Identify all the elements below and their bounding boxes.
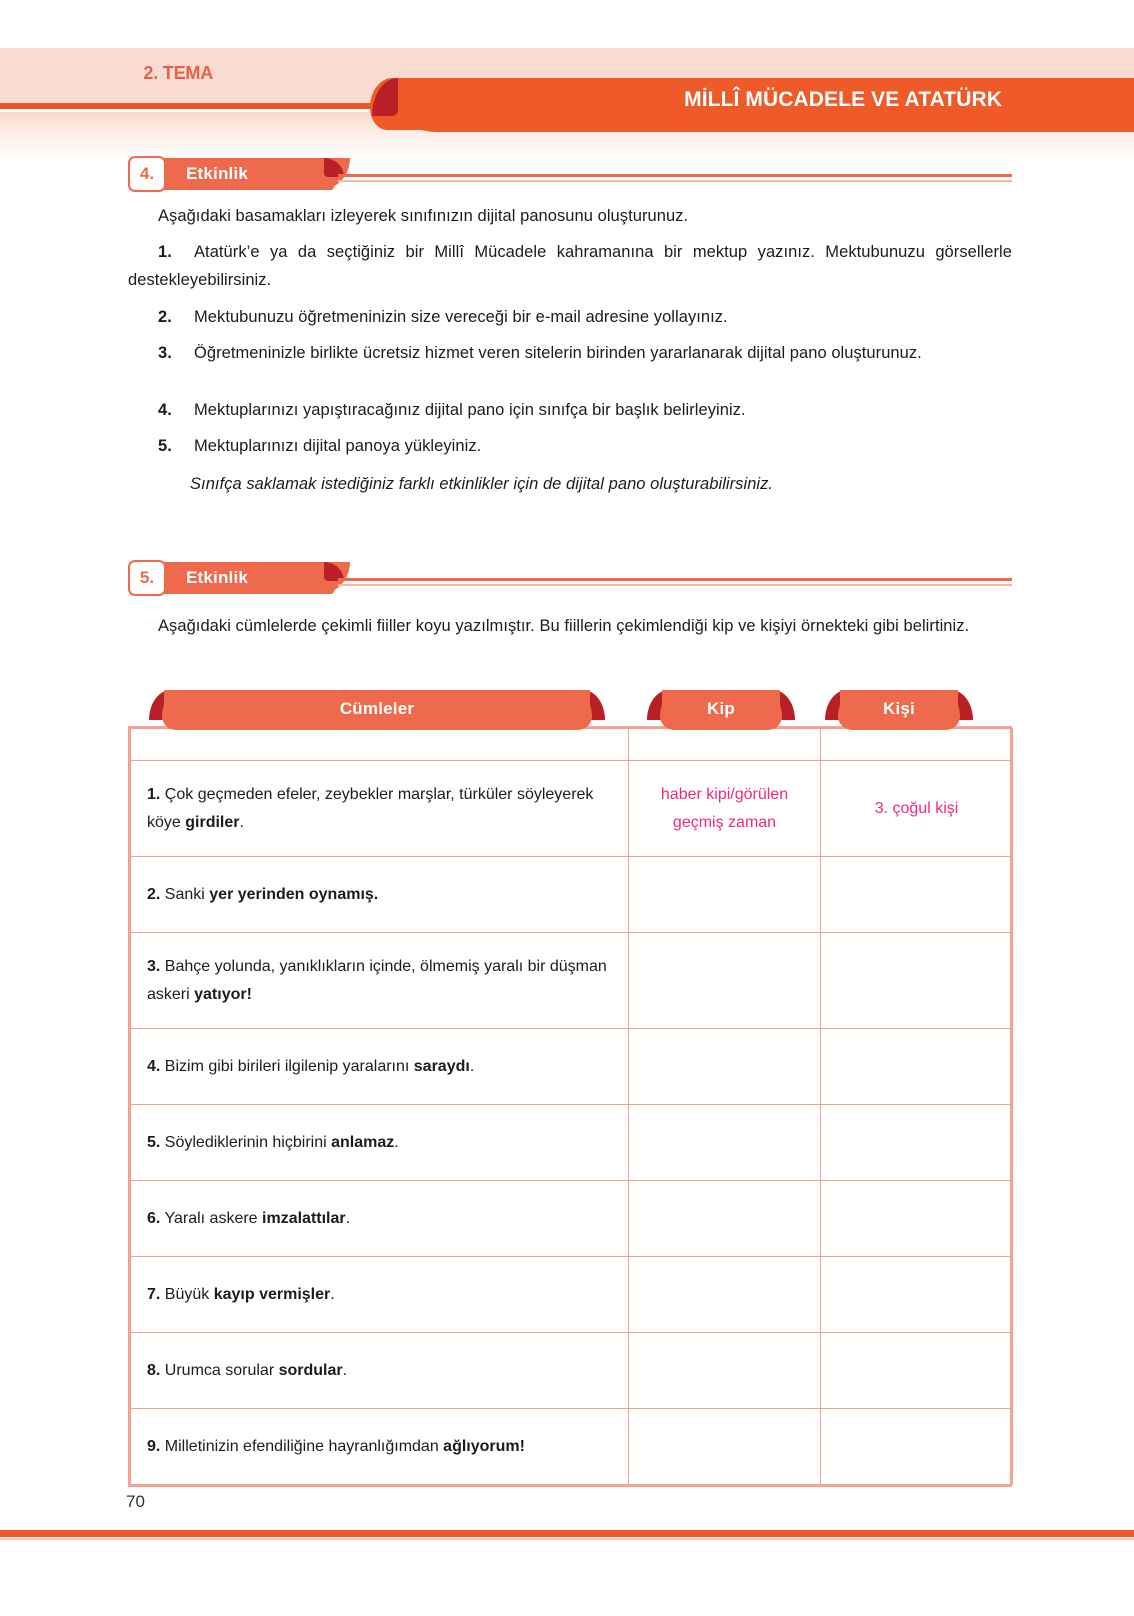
table-row	[131, 761, 1013, 857]
person-cell[interactable]	[821, 1257, 1013, 1333]
mood-cell[interactable]	[629, 1181, 821, 1257]
column-header-person	[822, 684, 976, 730]
activity-4-step-3	[128, 339, 1012, 367]
sentence-pre: Söylediklerinin hiçbirini	[164, 1133, 332, 1151]
row-number: 5.	[147, 1133, 161, 1151]
sentence-verb: ağlıyorum!	[443, 1437, 525, 1455]
sentence-cell	[131, 857, 629, 933]
activity-4-intro: Aşağıdaki basamakları izleyerek sınıfınızın dijital panosunu oluşturunuz.	[158, 207, 689, 225]
sentence-pre: Bizim gibi birileri ilgilenip yaralarını	[164, 1057, 414, 1075]
activity-4-step-2	[128, 303, 1012, 331]
row-number: 3.	[147, 957, 161, 975]
sentence-verb: yer yerinden oynamış.	[209, 885, 379, 903]
header-ribbon-tail	[396, 110, 1134, 132]
theme-label: 2. TEMA	[143, 63, 213, 83]
step-number: 4.	[158, 401, 172, 419]
step-text: Mektubunuzu öğretmeninizin size vereceği bir e-mail adresine yollayınız.	[194, 308, 728, 326]
table-row	[131, 1257, 1013, 1333]
table-row	[131, 1105, 1013, 1181]
table-row	[131, 1409, 1013, 1485]
sentence-post: .	[239, 813, 244, 831]
activity-4-rule-light	[338, 180, 1012, 182]
column-header-label: Cümleler	[339, 699, 415, 718]
activity-5-rule	[338, 578, 1012, 581]
column-header-mood	[644, 684, 798, 730]
row-number: 1.	[147, 785, 161, 803]
table-row	[131, 857, 1013, 933]
step-number: 2.	[158, 308, 172, 326]
sentence-pre: Sanki	[164, 885, 210, 903]
column-header-label: Kip	[707, 699, 735, 718]
activity-4-header	[128, 156, 1012, 194]
page-header	[0, 0, 1134, 155]
mood-cell[interactable]	[629, 1409, 821, 1485]
mood-answer: haber kipi/görülen geçmiş zaman	[660, 785, 789, 831]
sentence-cell	[131, 1409, 629, 1485]
person-cell[interactable]	[821, 933, 1013, 1029]
sentence-pre: Milletinizin efendiliğine hayranlığımdan	[164, 1437, 444, 1455]
sentence-cell	[131, 761, 629, 857]
sentence-verb: imzalattılar	[262, 1209, 346, 1227]
person-cell[interactable]	[821, 1333, 1013, 1409]
person-cell[interactable]	[821, 1105, 1013, 1181]
row-number: 7.	[147, 1285, 161, 1303]
footer-rule-light	[0, 1538, 1134, 1540]
activity-4-note: Sınıfça saklamak istediğiniz farklı etkinlikler için de dijital pano oluşturabilirsiniz.	[190, 475, 774, 493]
activity-4-label: Etkinlik	[186, 164, 249, 183]
mood-cell[interactable]	[629, 1333, 821, 1409]
mood-cell[interactable]	[629, 761, 821, 857]
step-text: Öğretmeninizle birlikte ücretsiz hizmet veren sitelerin birinden yararlanarak dijital pano oluşturunuz.	[194, 344, 922, 362]
mood-cell[interactable]	[629, 1105, 821, 1181]
sentence-pre: Çok geçmeden efeler, zeybekler marşlar, türküler söyleyerek köye	[147, 785, 594, 831]
sentence-pre: Büyük	[164, 1285, 214, 1303]
header-cell-person	[821, 729, 1013, 761]
table-row	[131, 1181, 1013, 1257]
mood-cell[interactable]	[629, 933, 821, 1029]
sentence-verb: kayıp vermişler	[213, 1285, 331, 1303]
verb-conjugation-table	[128, 726, 1012, 1487]
person-cell[interactable]	[821, 1409, 1013, 1485]
person-cell[interactable]	[821, 761, 1013, 857]
step-number: 1.	[158, 243, 172, 261]
table-row	[131, 1333, 1013, 1409]
sentence-cell	[131, 1333, 629, 1409]
footer-rule	[0, 1530, 1134, 1537]
mood-cell[interactable]	[629, 857, 821, 933]
activity-4-number: 4.	[128, 156, 166, 192]
sentence-pre: Yaralı askere	[164, 1209, 263, 1227]
mood-cell[interactable]	[629, 1257, 821, 1333]
table-header-spacer-row	[131, 729, 1013, 761]
page-number: 70	[126, 1492, 145, 1511]
table	[130, 728, 1013, 1485]
sentence-cell	[131, 1029, 629, 1105]
row-number: 4.	[147, 1057, 161, 1075]
table-row	[131, 933, 1013, 1029]
sentence-cell	[131, 1181, 629, 1257]
step-text: Mektuplarınızı yapıştıracağınız dijital pano için sınıfça bir başlık belirleyiniz.	[194, 401, 746, 419]
sentence-post: .	[330, 1285, 335, 1303]
person-answer: 3. çoğul kişi	[874, 799, 959, 817]
table-row	[131, 1029, 1013, 1105]
sentence-cell	[131, 1105, 629, 1181]
sentence-verb: sordular	[278, 1361, 343, 1379]
column-header-label: Kişi	[883, 699, 915, 718]
sentence-pre: Bahçe yolunda, yanıklıkların içinde, ölmemiş yaralı bir düşman askeri	[147, 957, 607, 1003]
sentence-verb: yatıyor!	[194, 985, 252, 1003]
activity-5-header	[128, 560, 1012, 598]
step-text: Mektuplarınızı dijital panoya yükleyiniz.	[194, 437, 482, 455]
person-cell[interactable]	[821, 857, 1013, 933]
sentence-cell	[131, 933, 629, 1029]
activity-4-step-5	[128, 432, 1012, 460]
sentence-post: .	[394, 1133, 399, 1151]
person-cell[interactable]	[821, 1181, 1013, 1257]
activity-5-label: Etkinlik	[186, 568, 249, 587]
sentence-pre: Urumca sorular	[164, 1361, 279, 1379]
table-body	[131, 729, 1013, 1485]
person-cell[interactable]	[821, 1029, 1013, 1105]
column-header-sentences	[146, 684, 608, 730]
activity-5-number: 5.	[128, 560, 166, 596]
activity-5-rule-light	[338, 584, 1012, 586]
row-number: 9.	[147, 1437, 161, 1455]
activity-5-intro: Aşağıdaki cümlelerde çekimli fiiller koyu yazılmıştır. Bu fiillerin çekimlendiği kip ve kişiyi örnekteki gibi belirtiniz.	[158, 617, 970, 635]
row-number: 2.	[147, 885, 161, 903]
step-number: 3.	[158, 344, 172, 362]
sentence-verb: anlamaz	[331, 1133, 395, 1151]
step-text: Atatürk’e ya da seçtiğiniz bir Millî Mücadele kahramanına bir mektup yazınız. Mektubunuzu görsellerle destekleyebilirsiniz.	[128, 243, 1012, 289]
sentence-verb: girdiler	[185, 813, 240, 831]
sentence-cell	[131, 1257, 629, 1333]
header-cell-mood	[629, 729, 821, 761]
row-number: 6.	[147, 1209, 161, 1227]
sentence-post: .	[342, 1361, 348, 1379]
sentence-post: .	[345, 1209, 351, 1227]
sentence-post: .	[469, 1057, 475, 1075]
activity-4-step-4	[128, 396, 1012, 424]
step-number: 5.	[158, 437, 172, 455]
sentence-verb: saraydı	[413, 1057, 470, 1075]
mood-cell[interactable]	[629, 1029, 821, 1105]
page-title: MİLLÎ MÜCADELE VE ATATÜRK	[684, 88, 1002, 111]
activity-4-step-1	[128, 238, 1012, 294]
row-number: 8.	[147, 1361, 161, 1379]
header-cell-sentences	[131, 729, 629, 761]
activity-4-rule	[338, 174, 1012, 177]
